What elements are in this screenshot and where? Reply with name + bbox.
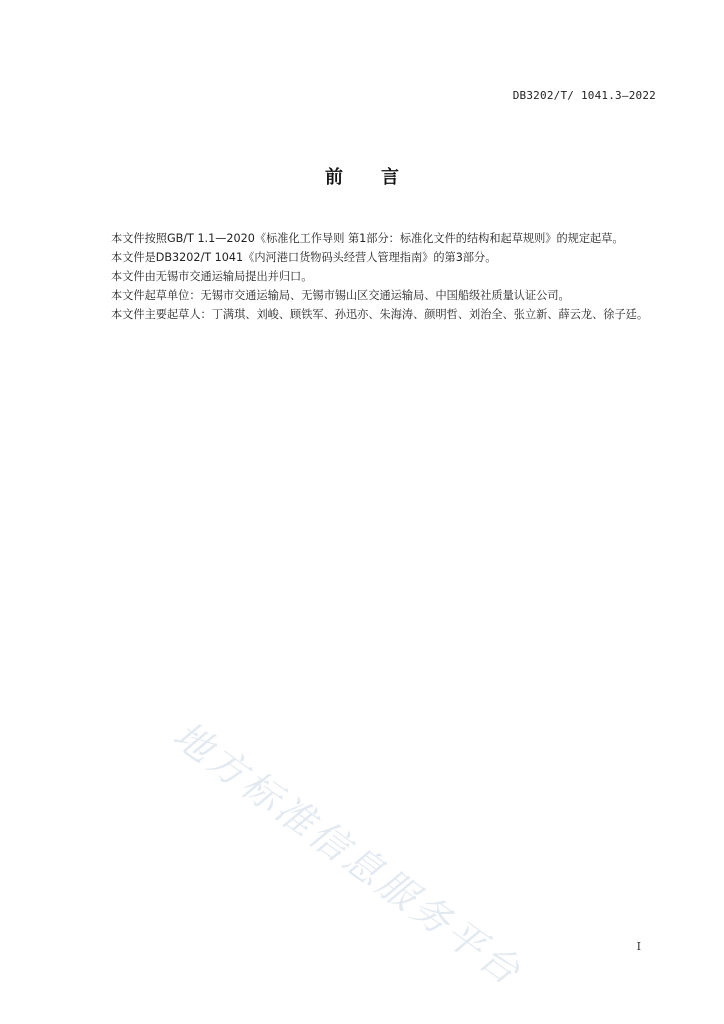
paragraph-drafting-units: 本文件起草单位：无锡市交通运输局、无锡市锡山区交通运输局、中国船级社质量认证公司。 bbox=[111, 289, 570, 302]
section-title: 前言 bbox=[325, 167, 437, 188]
paragraph-proposer: 本文件由无锡市交通运输局提出并归口。 bbox=[111, 270, 313, 283]
preface-body bbox=[89, 229, 659, 324]
paragraph-drafters: 本文件主要起草人：丁满琪、刘峻、顾铁军、孙迅亦、朱海涛、颜明哲、刘治全、张立新、薛云龙、徐子廷。 bbox=[111, 308, 649, 321]
paragraph-drafting-rules: 本文件按照GB/T 1.1—2020《标准化工作导则 第1部分：标准化文件的结构和起草规则》的规定起草。 bbox=[111, 232, 624, 245]
paragraph-series-part: 本文件是DB3202/T 1041《内河港口货物码头经营人管理指南》的第3部分。 bbox=[111, 251, 497, 264]
document-code: DB3202/T/ 1041.3—2022 bbox=[512, 89, 656, 102]
watermark: 地方标准信息服务平台 bbox=[165, 712, 531, 996]
page-number: I bbox=[636, 940, 641, 953]
